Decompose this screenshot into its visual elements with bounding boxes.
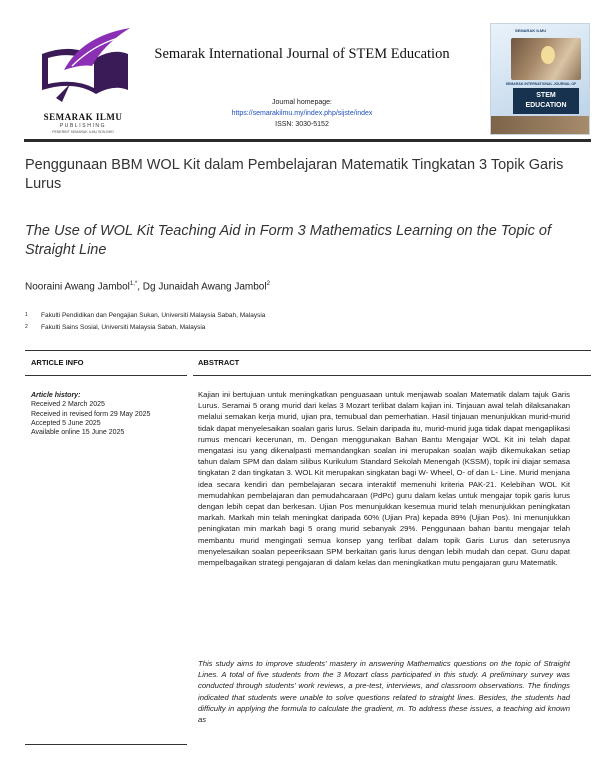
article-info-rule [25,375,187,376]
affiliation-2-number: 2 [25,324,28,330]
paper-title-english: The Use of WOL Kit Teaching Aid in Form 3 Mathematics Learning on the Topic of Straight Line [25,223,552,258]
book-feather-icon [34,24,134,112]
affiliation-2 [25,324,205,331]
section-top-rule [25,350,591,351]
affiliation-1-text: Fakulti Pendidikan dan Pengajian Sukan, Universiti Malaysia Sabah, Malaysia [41,312,266,319]
issn: ISSN: 3030-5152 [275,121,329,128]
cover-title [513,88,579,114]
abstract-english: This study aims to improve students' mastery in answering Mathematics questions on the topic of Straight Lines. A total of five students from the 3 Mozart class participated in this study. A preliminary survey was conducted through students' work reviews, a pre-test, interviews, and classroom observations. The findings indicated that students were unable to solve questions related to straight lines. Besides, the students had difficulty in applying the formula to calculate the gradient, m. To address these issues, a teaching aid known as [198,659,570,725]
paper-title-malay: Penggunaan BBM WOL Kit dalam Pembelajaran Matematik Tingkatan 3 Topik Garis Lurus [25,157,564,192]
online-date: Available online 15 June 2025 [31,429,125,437]
cover-subtitle: SEMARAK INTERNATIONAL JOURNAL OF [505,82,577,86]
journal-header [24,20,591,142]
author-line [25,281,270,292]
footnote-rule [25,744,187,745]
publisher-name: SEMARAK ILMU [43,112,123,122]
author-2: , Dg Junaidah Awang Jambol [137,281,267,293]
author-2-affil: 2 [266,281,270,287]
abstract-malay: Kajian ini bertujuan untuk meningkatkan penguasaan untuk menjawab soalan Matematik dalam tajuk Garis Lurus. Seramai 5 orang murid dari kelas 3 Mozart terlibat dalam kajian ini. Tinjauan awal telah dilaksanakan melalui semakan kerja murid, ujian pra, temubual dan pemerhatian. Hasil tinjauan menunjukkan murid-murid tidak dapat menyelesaikan soalan garis lurus. Selain daripada itu, murid-murid juga tidak dapat mengaplikasi rumus mencari kecerunan, m. Dengan menggunakan Bahan Bantu Mengajar WOL Kit ini telah dapat mengatasi isu yang dikenalpasti memandangkan soalan ini merupakan soalan wajib dikemukakan setiap tahun dalam SPM dan dalam silibus Kurikulum Standard Sekolah Menengah (KSSM), topik ini diajar semasa tingkatan 2 dan tingkatan 3. WOL Kit merupakan singkatan bagi W- Wheel, O- of dan L- Line. Murid menjana idea secara kendiri dan pembelajaran secara interaktif memenuhi kriteria PAK-21. Kelebihan WOL Kit memudahkan pembelajaran dan pemudahcaraan (PdPc) guru dalam kelas untuk mengajar topik garis lurus dengan lebih cepat dan berkesan. Ujian Pos menunjukkan kesemua murid telah menunjukkan peningkatan markah. Markah min telah meningkat daripada 60% (Ujian Pra) kepada 89% (Ujian Pos). Ini menunjukkan peningkatan min markah bagi 5 orang murid sebanyak 29%. Penggunaan bahan bantu mengajar telah membantu murid mengingati semua konsep yang terlibat dalam topik Garis Lurus dan seterusnya menyelesaikan soalan pepeeriksaan SPM berkaitan garis lurus dengan lebih mudah dan cepat. Guru dapat mempelbagaikan strategi pengajaran di dalam kelas dan meningkatkan mutu pengajaran guru Matematik. [198,390,570,568]
author-1-affil: 1,* [129,281,138,287]
journal-title: Semarak International Journal of STEM Education [154,46,450,62]
affiliation-2-text: Fakulti Sains Sosial, Universiti Malaysia Sabah, Malaysia [41,324,206,331]
cover-title-line2: EDUCATION [525,102,567,109]
received-date: Received 2 March 2025 [31,401,105,409]
abstract-rule [193,375,591,376]
accepted-date: Accepted 5 June 2025 [31,419,101,427]
author-1: Nooraini Awang Jambol [25,281,130,293]
article-history-label: Article history: [31,392,81,399]
affiliation-1-number: 1 [25,312,28,318]
homepage-link[interactable]: https://semarakilmu.my/index.php/sijste/index [231,110,373,117]
revised-date: Received in revised form 29 May 2025 [31,410,151,418]
publisher-logo [24,20,164,140]
article-info-heading: ARTICLE INFO [31,358,84,367]
journal-cover-image [490,23,590,135]
cover-photo [511,38,581,80]
abstract-heading: ABSTRACT [198,358,240,367]
cover-title-line1: STEM [536,92,556,99]
cover-bottom-photo [491,116,590,135]
affiliation-1 [25,312,265,319]
homepage-label: Journal homepage: [272,99,332,106]
cover-brand: SEMARAK ILMU [515,28,547,33]
publisher-sub: PUBLISHING [59,123,107,129]
article-history [31,391,181,437]
publisher-tagline: PENERBIT SEMARAK ILMU SDN BHD [52,130,114,134]
